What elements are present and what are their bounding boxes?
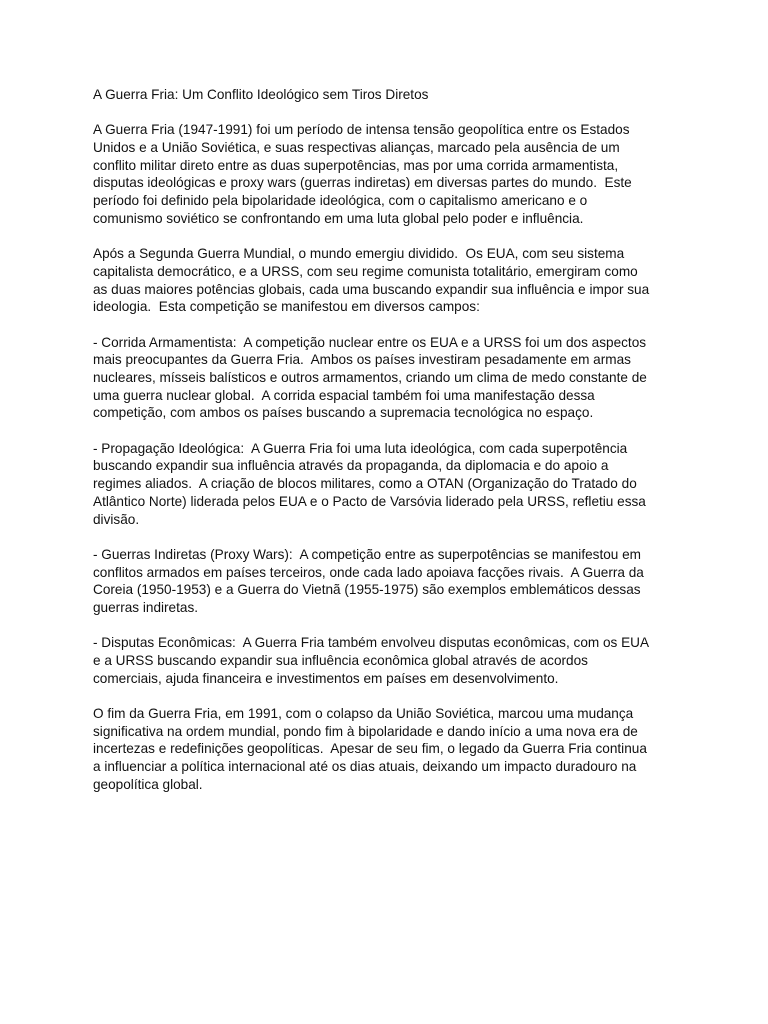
paragraph-line: nucleares, mísseis balísticos e outros armamentos, criando um clima de medo constante de	[93, 370, 647, 385]
paragraph-line: mais preocupantes da Guerra Fria. Ambos os países investiram pesadamente em armas	[93, 352, 631, 368]
paragraph-line: conflito militar direto entre as duas superpotências, mas por uma corrida armamentista,	[93, 157, 619, 173]
paragraph-line: a influenciar a política internacional até os dias atuais, deixando um impacto duradouro na	[93, 759, 637, 775]
paragraph-line: conflitos armados em países terceiros, onde cada lado apoiava facções rivais. A Guerra da	[93, 564, 644, 580]
paragraph-line: - Guerras Indiretas (Proxy Wars): A competição entre as superpotências se manifestou em	[93, 546, 642, 562]
paragraph-ideology	[93, 440, 683, 528]
paragraph-line: regimes aliados. A criação de blocos militares, como a OTAN (Organização do Tratado do	[93, 476, 637, 492]
paragraph-line: significativa na ordem mundial, pondo fim à bipolaridade e dando início a uma nova era de	[93, 723, 638, 739]
paragraph-gap	[93, 422, 683, 440]
paragraph-gap	[93, 617, 683, 635]
paragraph-economic	[93, 634, 683, 687]
paragraph-line: O fim da Guerra Fria, em 1991, com o colapso da União Soviética, marcou uma mudança	[93, 706, 634, 722]
paragraph-line: Após a Segunda Guerra Mundial, o mundo emergiu dividido. Os EUA, com seu sistema	[93, 246, 625, 262]
paragraph-line: incertezas e redefinições geopolíticas. Apesar de seu fim, o legado da Guerra Fria continua	[93, 741, 647, 757]
paragraph-gap	[93, 228, 683, 246]
paragraph-line: divisão.	[93, 511, 140, 527]
paragraph-line: capitalista democrático, e a URSS, com seu regime comunista totalitário, emergiram como	[93, 263, 638, 279]
paragraph-line: disputas ideológicas e proxy wars (guerras indiretas) em diversas partes do mundo. Este	[93, 175, 632, 191]
paragraph-line: guerras indiretas.	[93, 599, 199, 615]
paragraph-line: ideologia. Esta competição se manifestou em diversos campos:	[93, 299, 480, 315]
paragraph-line: A Guerra Fria (1947-1991) foi um período de intensa tensão geopolítica entre os Estados	[93, 122, 630, 138]
paragraph-line: comerciais, ajuda financeira e investimentos em países em desenvolvimento.	[93, 670, 559, 686]
paragraph-line: Coreia (1950-1953) e a Guerra do Vietnã (1955-1975) são exemplos emblemáticos dessas	[93, 582, 641, 598]
paragraph-gap	[93, 528, 683, 546]
paragraph-line: competição, com ambos os países buscando a supremacia tecnológica no espaço.	[93, 405, 594, 421]
document-page	[93, 86, 683, 794]
paragraph-line: comunismo soviético se confrontando em uma luta global pelo poder e influência.	[93, 210, 584, 226]
paragraph-line: - Disputas Econômicas: A Guerra Fria também envolveu disputas econômicas, com os EUA	[93, 635, 650, 651]
paragraph-gap	[93, 316, 683, 334]
paragraph-line: Unidos e a União Soviética, e suas respectivas alianças, marcado pela ausência de um	[93, 140, 620, 156]
paragraph-gap	[93, 687, 683, 705]
paragraph-line: - Propagação Ideológica: A Guerra Fria foi uma luta ideológica, com cada superpotência	[93, 440, 628, 456]
paragraph-conclusion	[93, 705, 683, 793]
document-title: A Guerra Fria: Um Conflito Ideológico sem Tiros Diretos	[93, 87, 429, 102]
paragraph-line: buscando expandir sua influência através da propaganda, da diplomacia e do apoio a	[93, 458, 609, 474]
paragraph-line: - Corrida Armamentista: A competição nuclear entre os EUA e a URSS foi um dos aspectos	[93, 334, 647, 350]
paragraph-line: uma guerra nuclear global. A corrida espacial também foi uma manifestação dessa	[93, 387, 595, 403]
paragraph-line: período foi definido pela bipolaridade ideológica, com o capitalismo americano e o	[93, 193, 588, 209]
paragraph-proxy-wars	[93, 546, 683, 617]
paragraph-gap	[93, 104, 683, 122]
paragraph-arms-race	[93, 334, 683, 422]
paragraph-line: Atlântico Norte) liderada pelos EUA e o Pacto de Varsóvia liderado pela URSS, refletiu essa	[93, 493, 646, 509]
paragraph-context	[93, 245, 683, 316]
paragraph-intro	[93, 121, 683, 227]
paragraph-line: e a URSS buscando expandir sua influência econômica global através de acordos	[93, 653, 588, 668]
paragraph-line: as duas maiores potências globais, cada uma buscando expandir sua influência e impor sua	[93, 281, 650, 297]
paragraph-line: geopolítica global.	[93, 776, 203, 792]
